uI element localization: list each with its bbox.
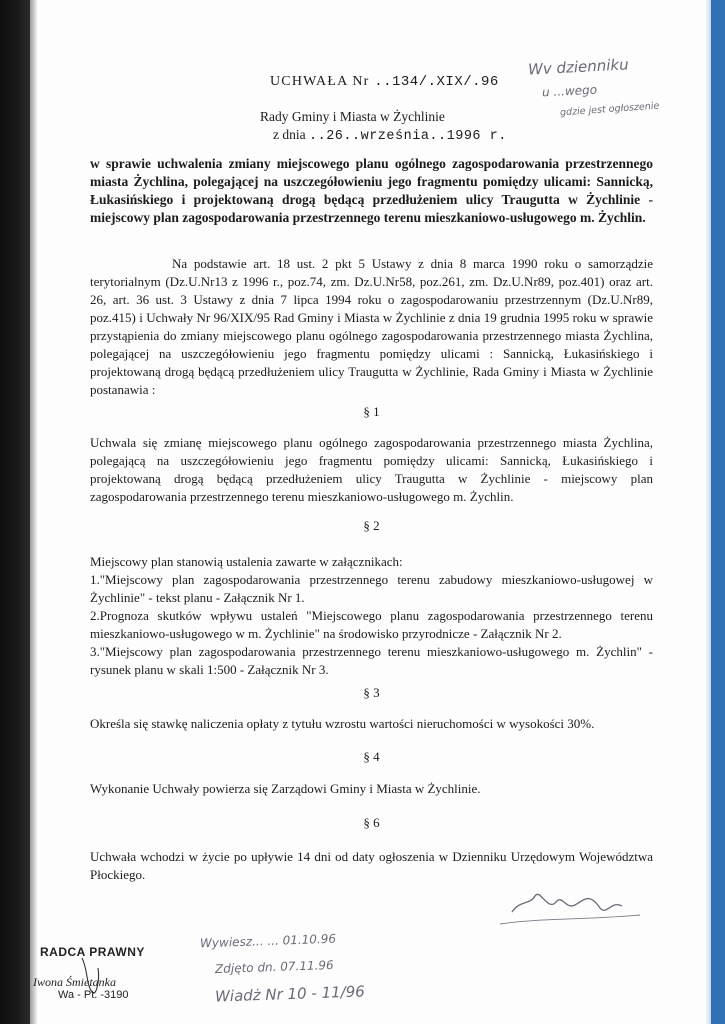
section-1-text: Uchwala się zmianę miejscowego planu ogólnego zagospodarowania przestrzennego miasta Żychlina, polegającą na uszczegółowieniu jego fragmentu pomiędzy ulicami: Sannicką, Łukasińskiego i projektowaną drogą będącą przedłużeniem ulicy Traugutta w Żychlinie - miejscowy plan zagospodarowania przestrzennego terenu mieszkaniowo-usługowego m. Żychlin. [90, 435, 653, 504]
stamp-name: Iwona Śmietanka [33, 975, 116, 989]
handwritten-posted-date: Wywiesz... ... 01.10.96 [199, 931, 337, 951]
signature-chairman [512, 894, 622, 912]
date-prefix: z dnia [273, 127, 309, 142]
section-2-intro: Miejscowy plan stanowią ustalenia zawarte w załącznikach: [90, 554, 403, 569]
resolution-subject: w sprawie uchwalenia zmiany miejscowego planu ogólnego zagospodarowania przestrzennego miasta Żychlina, polegającej na uszczegółowieniu jego fragmentu pomiędzy ulicami: Sannicką, Łukasińskiego i projektowaną drogą będącą przedłużeniem ulicy Traugutta w Żychlinie - miejscowy plan zagospodarowania przestrzennego terenu mieszkaniowo-usługowego m. Żychlin. [90, 156, 653, 225]
council-name: Rady Gminy i Miasta w Żychlinie [260, 109, 445, 124]
section-heading-1: § 1 [363, 404, 380, 419]
title-prefix: UCHWAŁA Nr [270, 74, 375, 89]
section-3-text: Określa się stawkę naliczenia opłaty z tytułu wzrostu wartości nieruchomości w wysokości 30%. [90, 716, 595, 731]
section-2-item-2: 2.Prognoza skutków wpływu ustaleń "Miejscowego planu zagospodarowania przestrzennego terenu mieszkaniowo-usługowego w m. Żychlinie" na środowisko przyrodnicze - Załącznik Nr 2. [90, 608, 653, 641]
resolution-number: ..134/.XIX/.96 [374, 74, 499, 90]
section-6-text: Uchwała wchodzi w życie po upływie 14 dni od daty ogłoszenia w Dzienniku Urzędowym Województwa Płockiego. [90, 849, 653, 882]
handwritten-note-line-3: gdzie jest ogłoszenie [559, 100, 660, 119]
section-heading-6: § 6 [363, 815, 380, 830]
signature-chairman-underline [500, 915, 640, 924]
section-heading-3: § 3 [363, 685, 380, 700]
section-2-item-3: 3."Miejscowy plan zagospodarowania przestrzennego terenu mieszkaniowo-usługowego m. Żychlin" - rysunek planu w skali 1:500 - Załącznik Nr 3. [90, 644, 653, 677]
stamp-registration: Wa - Pt. -3190 [58, 989, 129, 1001]
section-heading-4: § 4 [363, 749, 380, 764]
stamp-title: RADCA PRAWNY [40, 945, 145, 959]
section-4-text: Wykonanie Uchwały powierza się Zarządowi Gminy i Miasta w Żychlinie. [90, 781, 481, 796]
section-2-item-1: 1."Miejscowy plan zagospodarowania przestrzennego terenu zabudowy mieszkaniowo-usługowej w Żychlinie" - tekst planu - Załącznik Nr 1. [90, 572, 653, 605]
signature-stamp [82, 958, 99, 993]
date-value: ..26..września..1996 r. [309, 129, 507, 144]
handwritten-note-line-2: u ...wego [541, 82, 598, 100]
section-heading-2: § 2 [363, 518, 380, 533]
handwritten-note-line-1: Wv dzienniku [527, 55, 630, 79]
legal-basis: Na podstawie art. 18 ust. 2 pkt 5 Ustawy z dnia 8 marca 1990 roku o samorządzie terytorialnym (Dz.U.Nr13 z 1996 r., poz.74, zm. Dz.U.Nr58, poz.261, zm. Dz.U.Nr89, poz.401) oraz art. 26, art. 36 ust. 3 Ustawy z dnia 7 lipca 1994 roku o zagospodarowaniu przestrzennym (Dz.U.Nr89, poz.415) i Uchwały Nr 96/XIX/95 Rad Gminy i Miasta w Żychlinie z dnia 19 grudnia 1995 roku w sprawie przystąpienia do zmiany miejscowego planu ogólnego zagospodarowania przestrzennego miasta Żychlina, polegającej na uszczegółowieniu jego fragmentu pomiędzy ulicami : Sannicką, Łukasińskiego i projektowaną drogą będącą przedłużeniem ulicy Traugutta w Żychlinie, Rada Gminy i Miasta w Żychlinie postanawia : [90, 256, 653, 397]
handwritten-removed-date: Zdjęto dn. 07.11.96 [214, 957, 334, 977]
handwritten-registry-number: Wiadż Nr 10 - 11/96 [214, 982, 366, 1006]
